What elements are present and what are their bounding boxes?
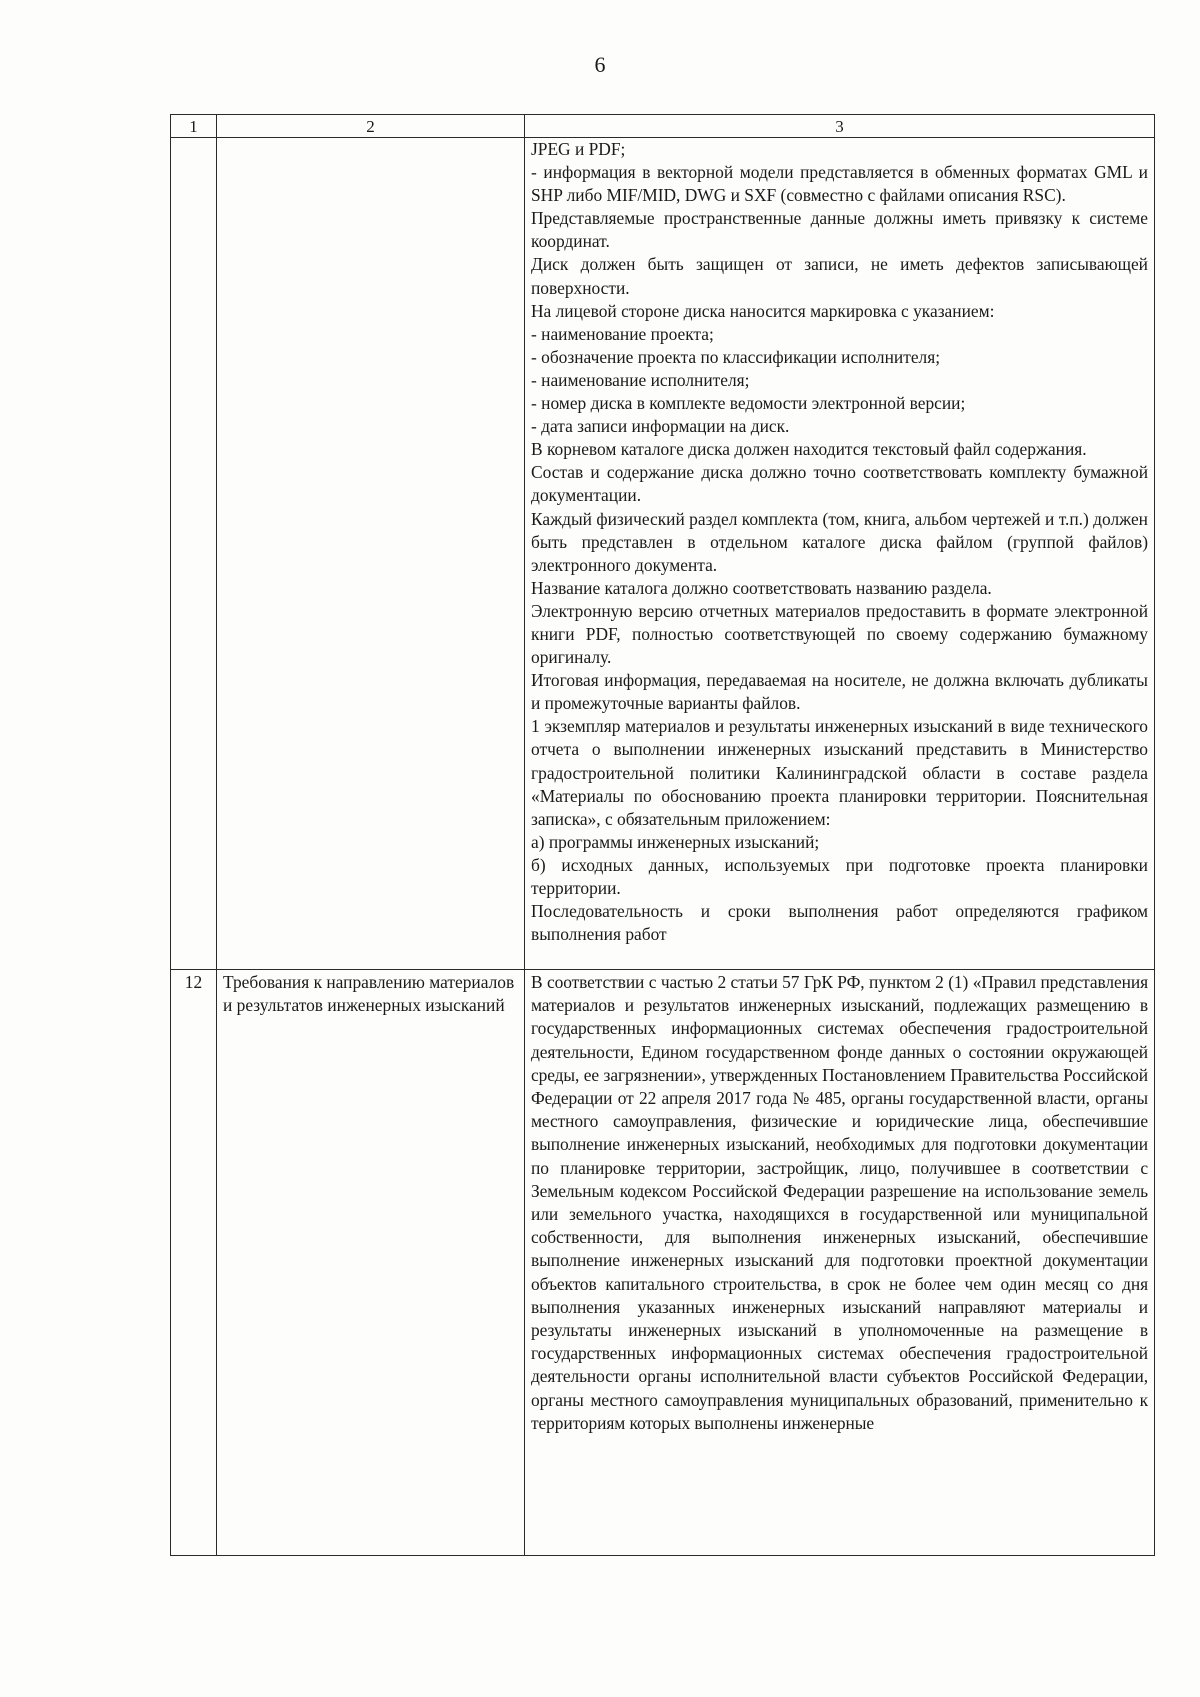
content-paragraph: Название каталога должно соответствовать названию раздела.: [531, 577, 992, 598]
row-number: 12: [171, 970, 217, 1556]
requirement-content: [525, 970, 1155, 1556]
content-paragraph: - наименование проекта;: [531, 323, 714, 344]
content-paragraph: - обозначение проекта по классификации исполнителя;: [531, 346, 941, 367]
content-paragraph: На лицевой стороне диска наносится маркировка с указанием:: [531, 300, 995, 321]
content-paragraph: В соответствии с частью 2 статьи 57 ГрК РФ, пунктом 2 (1) «Правил представления материалов и результатов инженерных изысканий, подлежащих размещению в государственных информационных системах обеспечения градостроительной деятельности, Едином государственном фонде данных о состоянии окружающей среды, ее загрязнении», утвержденных Постановлением Правительства Российской Федерации от 22 апреля 2017 года № 485, органы государственной власти, органы местного самоуправления, физические и юридические лица, обеспечившие выполнение инженерных изысканий, необходимых для подготовки документации по планировке территории, застройщик, лицо, получившее в соответствии с Земельным кодексом Российской Федерации разрешение на использование земель или земельного участка, находящихся в государственной или муниципальной собственности, для выполнения инженерных изысканий, обеспечившие выполнение инженерных изысканий для подготовки проектной документации объектов капитального строительства, в срок не более чем один месяц со дня выполнения указанных инженерных изысканий направляют материалы и результаты инженерных изысканий в уполномоченные на размещение в государственных информационных системах обеспечения градостроительной деятельности органы исполнительной власти субъектов Российской Федерации, органы местного самоуправления муниципальных образований, применительно к территориям которых выполнены инженерные: [531, 972, 1148, 1433]
content-paragraph: - дата записи информации на диск.: [531, 416, 790, 437]
requirement-name: [217, 138, 525, 970]
content-paragraph: В корневом каталоге диска должен находится текстовый файл содержания.: [531, 439, 1087, 460]
requirement-name: Требования к направлению материалов и результатов инженерных изысканий: [217, 970, 525, 1556]
content-paragraph: а) программы инженерных изысканий;: [531, 831, 820, 852]
table-row: [171, 138, 1155, 970]
content-paragraph: - номер диска в комплекте ведомости электронной версии;: [531, 393, 966, 414]
table-row: [171, 970, 1155, 1556]
requirements-table: [170, 114, 1155, 1556]
requirement-content: [525, 138, 1155, 970]
content-paragraph: - наименование исполнителя;: [531, 369, 750, 390]
content-paragraph: JPEG и PDF;: [531, 139, 626, 159]
content-paragraph: Последовательность и сроки выполнения работ определяются графиком выполнения работ: [531, 901, 1148, 945]
content-paragraph: Состав и содержание диска должно точно соответствовать комплекту бумажной документации.: [531, 462, 1148, 506]
header-cell-1: 1: [171, 115, 217, 138]
header-cell-2: 2: [217, 115, 525, 138]
row-number: [171, 138, 217, 970]
content-paragraph: - информация в векторной модели представляется в обменных форматах GML и SHP либо MIF/MID, DWG и SXF (совместно с файлами описания RSC).: [531, 162, 1148, 206]
content-paragraph: Диск должен быть защищен от записи, не иметь дефектов записывающей поверхности.: [531, 254, 1148, 298]
table-header-row: [171, 115, 1155, 138]
content-paragraph: Представляемые пространственные данные должны иметь привязку к системе координат.: [531, 208, 1148, 252]
page-number: 6: [594, 52, 606, 77]
header-cell-3: 3: [525, 115, 1155, 138]
content-paragraph: Электронную версию отчетных материалов предоставить в формате электронной книги PDF, полностью соответствующей по своему содержанию бумажному оригиналу.: [531, 600, 1148, 668]
content-paragraph: Итоговая информация, передаваемая на носителе, не должна включать дубликаты и промежуточные варианты файлов.: [531, 670, 1148, 714]
content-paragraph: 1 экземпляр материалов и результаты инженерных изысканий в виде технического отчета о выполнении инженерных изысканий представить в Министерство градостроительной политики Калининградской области в составе раздела «Материалы по обоснованию проекта планировки территории. Пояснительная записка», с обязательным приложением:: [531, 716, 1148, 829]
content-paragraph: Каждый физический раздел комплекта (том, книга, альбом чертежей и т.п.) должен быть представлен в отдельном каталоге диска файлом (группой файлов) электронного документа.: [531, 508, 1148, 575]
content-paragraph: б) исходных данных, используемых при подготовке проекта планировки территории.: [531, 854, 1148, 898]
